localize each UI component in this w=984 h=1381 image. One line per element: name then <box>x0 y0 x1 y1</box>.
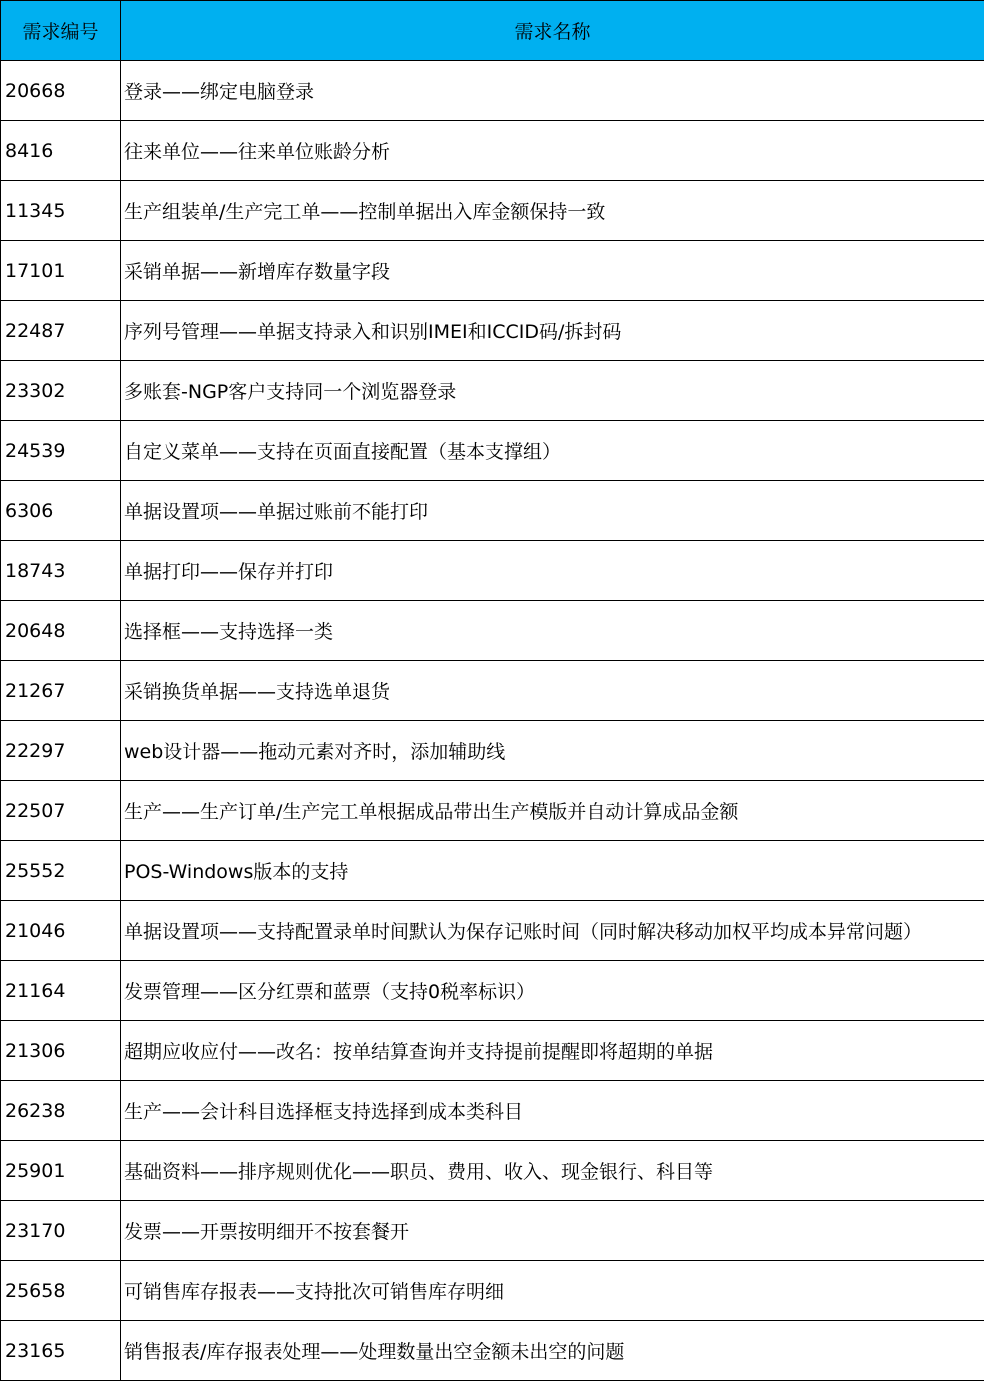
table-row <box>1 661 984 721</box>
table-row <box>1 121 984 181</box>
requirement-name-cell: 销售报表/库存报表处理——处理数量出空金额未出空的问题 <box>121 1321 984 1381</box>
table-row <box>1 961 984 1021</box>
requirement-id-cell: 25658 <box>1 1261 121 1321</box>
requirement-name-cell: 发票——开票按明细开不按套餐开 <box>121 1201 984 1261</box>
requirement-id-cell: 25901 <box>1 1141 121 1201</box>
table-header-row <box>1 1 984 61</box>
table-row <box>1 841 984 901</box>
table-row <box>1 181 984 241</box>
table-row <box>1 1261 984 1321</box>
requirement-id-cell: 26238 <box>1 1081 121 1141</box>
requirement-id-cell: 21306 <box>1 1021 121 1081</box>
requirement-id-cell: 23302 <box>1 361 121 421</box>
requirement-id-cell: 22487 <box>1 301 121 361</box>
requirement-name-cell: 自定义菜单——支持在页面直接配置（基本支撑组） <box>121 421 984 481</box>
requirement-id-cell: 23165 <box>1 1321 121 1381</box>
table-row <box>1 1321 984 1381</box>
requirement-name-cell: 生产——会计科目选择框支持选择到成本类科目 <box>121 1081 984 1141</box>
requirement-id-cell: 20668 <box>1 61 121 121</box>
requirement-id-cell: 25552 <box>1 841 121 901</box>
requirement-id-cell: 8416 <box>1 121 121 181</box>
table-row <box>1 601 984 661</box>
table-row <box>1 301 984 361</box>
table-row <box>1 901 984 961</box>
table-row <box>1 1141 984 1201</box>
table-row <box>1 421 984 481</box>
requirement-id-cell: 6306 <box>1 481 121 541</box>
requirement-id-cell: 21267 <box>1 661 121 721</box>
requirement-id-cell: 22297 <box>1 721 121 781</box>
requirement-id-cell: 20648 <box>1 601 121 661</box>
table-row <box>1 541 984 601</box>
table-row <box>1 781 984 841</box>
requirement-name-cell: 基础资料——排序规则优化——职员、费用、收入、现金银行、科目等 <box>121 1141 984 1201</box>
requirement-id-cell: 23170 <box>1 1201 121 1261</box>
requirement-name-cell: web设计器——拖动元素对齐时，添加辅助线 <box>121 721 984 781</box>
table-row <box>1 61 984 121</box>
requirement-id-cell: 11345 <box>1 181 121 241</box>
column-header-name: 需求名称 <box>121 1 984 61</box>
table-row <box>1 1081 984 1141</box>
requirement-name-cell: 序列号管理——单据支持录入和识别IMEI和ICCID码/拆封码 <box>121 301 984 361</box>
table-row <box>1 241 984 301</box>
requirement-name-cell: 生产组装单/生产完工单——控制单据出入库金额保持一致 <box>121 181 984 241</box>
requirement-name-cell: 生产——生产订单/生产完工单根据成品带出生产模版并自动计算成品金额 <box>121 781 984 841</box>
requirement-name-cell: 超期应收应付——改名：按单结算查询并支持提前提醒即将超期的单据 <box>121 1021 984 1081</box>
requirement-name-cell: 采销单据——新增库存数量字段 <box>121 241 984 301</box>
requirement-name-cell: 采销换货单据——支持选单退货 <box>121 661 984 721</box>
table-row <box>1 481 984 541</box>
requirement-id-cell: 18743 <box>1 541 121 601</box>
requirement-name-cell: 单据打印——保存并打印 <box>121 541 984 601</box>
requirement-name-cell: 单据设置项——支持配置录单时间默认为保存记账时间（同时解决移动加权平均成本异常问题） <box>121 901 984 961</box>
requirement-id-cell: 17101 <box>1 241 121 301</box>
table-row <box>1 1021 984 1081</box>
requirement-name-cell: 选择框——支持选择一类 <box>121 601 984 661</box>
requirement-name-cell: 发票管理——区分红票和蓝票（支持0税率标识） <box>121 961 984 1021</box>
table-row <box>1 721 984 781</box>
requirement-id-cell: 24539 <box>1 421 121 481</box>
requirement-name-cell: 往来单位——往来单位账龄分析 <box>121 121 984 181</box>
requirement-name-cell: 可销售库存报表——支持批次可销售库存明细 <box>121 1261 984 1321</box>
table-row <box>1 1201 984 1261</box>
requirement-id-cell: 22507 <box>1 781 121 841</box>
requirement-name-cell: 多账套-NGP客户支持同一个浏览器登录 <box>121 361 984 421</box>
requirement-id-cell: 21164 <box>1 961 121 1021</box>
table-body <box>1 61 984 1381</box>
requirement-id-cell: 21046 <box>1 901 121 961</box>
column-header-id: 需求编号 <box>1 1 121 61</box>
requirement-name-cell: 登录——绑定电脑登录 <box>121 61 984 121</box>
table-row <box>1 361 984 421</box>
requirement-name-cell: 单据设置项——单据过账前不能打印 <box>121 481 984 541</box>
requirement-name-cell: POS-Windows版本的支持 <box>121 841 984 901</box>
